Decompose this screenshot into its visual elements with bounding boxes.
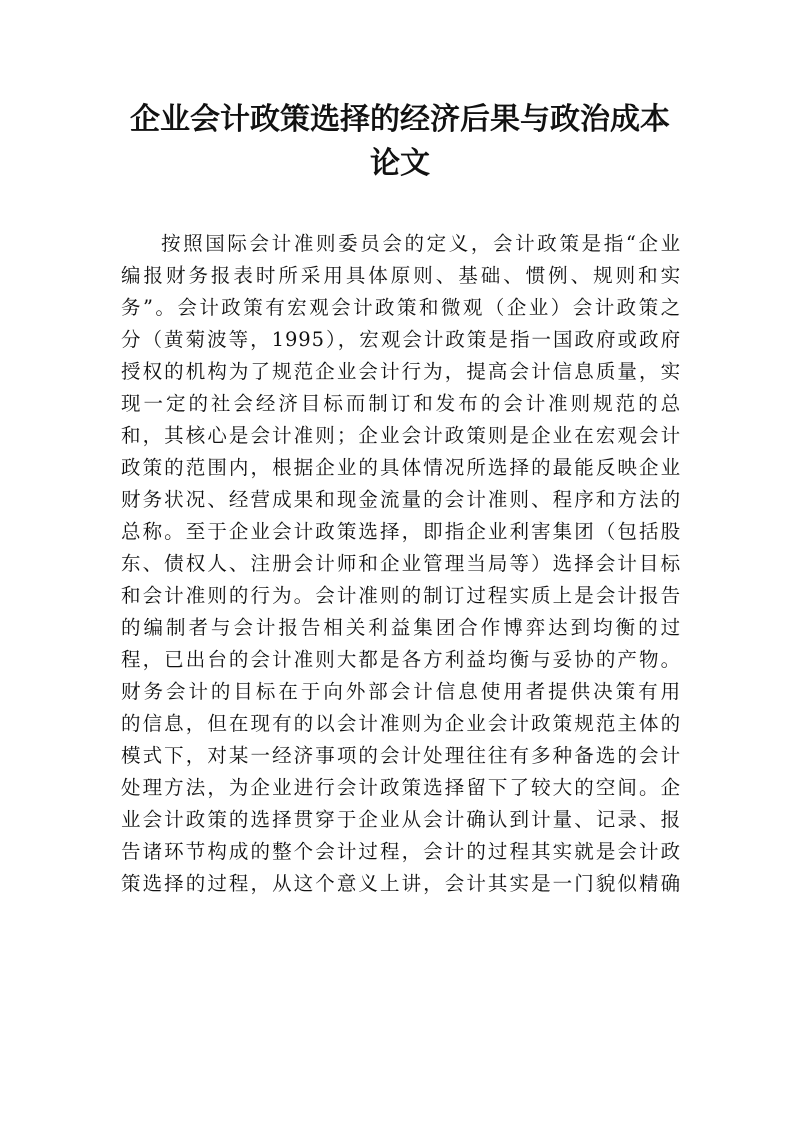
- paragraph-line: 程，已出台的会计准则大都是各方利益均衡与妥协的产物。: [121, 648, 681, 671]
- paragraph-line: 授权的机构为了规范企业会计行为，提高会计信息质量，实: [121, 360, 681, 383]
- paragraph-line: 财务状况、经营成果和现金流量的会计准则、程序和方法的: [121, 488, 681, 511]
- paragraph-line: 策选择的过程，从这个意义上讲，会计其实是一门貌似精确: [121, 872, 681, 895]
- paragraph-line: 东、债权人、注册会计师和企业管理当局等）选择会计目标: [121, 552, 681, 575]
- paragraph-line: 财务会计的目标在于向外部会计信息使用者提供决策有用: [121, 680, 681, 703]
- paragraph-line: 告诸环节构成的整个会计过程，会计的过程其实就是会计政: [121, 840, 681, 863]
- title-line-2: 论文: [370, 146, 430, 181]
- paragraph-line: 现一定的社会经济目标而制订和发布的会计准则规范的总: [121, 392, 681, 415]
- title-line-1: 企业会计政策选择的经济后果与政治成本: [130, 102, 670, 137]
- paragraph-line: 模式下，对某一经济事项的会计处理往往有多种备选的会计: [121, 744, 681, 767]
- paragraph-line: 的编制者与会计报告相关利益集团合作博弈达到均衡的过: [121, 616, 681, 639]
- paragraph-line: 的信息，但在现有的以会计准则为企业会计政策规范主体的: [121, 712, 681, 735]
- paragraph-line: 政策的范围内，根据企业的具体情况所选择的最能反映企业: [121, 456, 681, 479]
- paragraph-line: 分（黄菊波等，1995），宏观会计政策是指一国政府或政府: [121, 328, 681, 351]
- body-paragraph: [121, 228, 681, 900]
- paragraph-line: 按照国际会计准则委员会的定义，会计政策是指“企业: [161, 232, 681, 255]
- paragraph-line: 处理方法，为企业进行会计政策选择留下了较大的空间。企: [121, 776, 681, 799]
- document-title: [100, 98, 700, 186]
- paragraph-line: 编报财务报表时所采用具体原则、基础、惯例、规则和实: [121, 264, 681, 287]
- paragraph-line: 和，其核心是会计准则；企业会计政策则是企业在宏观会计: [121, 424, 681, 447]
- paragraph-line: 业会计政策的选择贯穿于企业从会计确认到计量、记录、报: [121, 808, 681, 831]
- paragraph-line: 务”。会计政策有宏观会计政策和微观（企业）会计政策之: [121, 296, 681, 319]
- paragraph-line: 总称。至于企业会计政策选择，即指企业利害集团（包括股: [121, 520, 681, 543]
- paragraph-line: 和会计准则的行为。会计准则的制订过程实质上是会计报告: [121, 584, 681, 607]
